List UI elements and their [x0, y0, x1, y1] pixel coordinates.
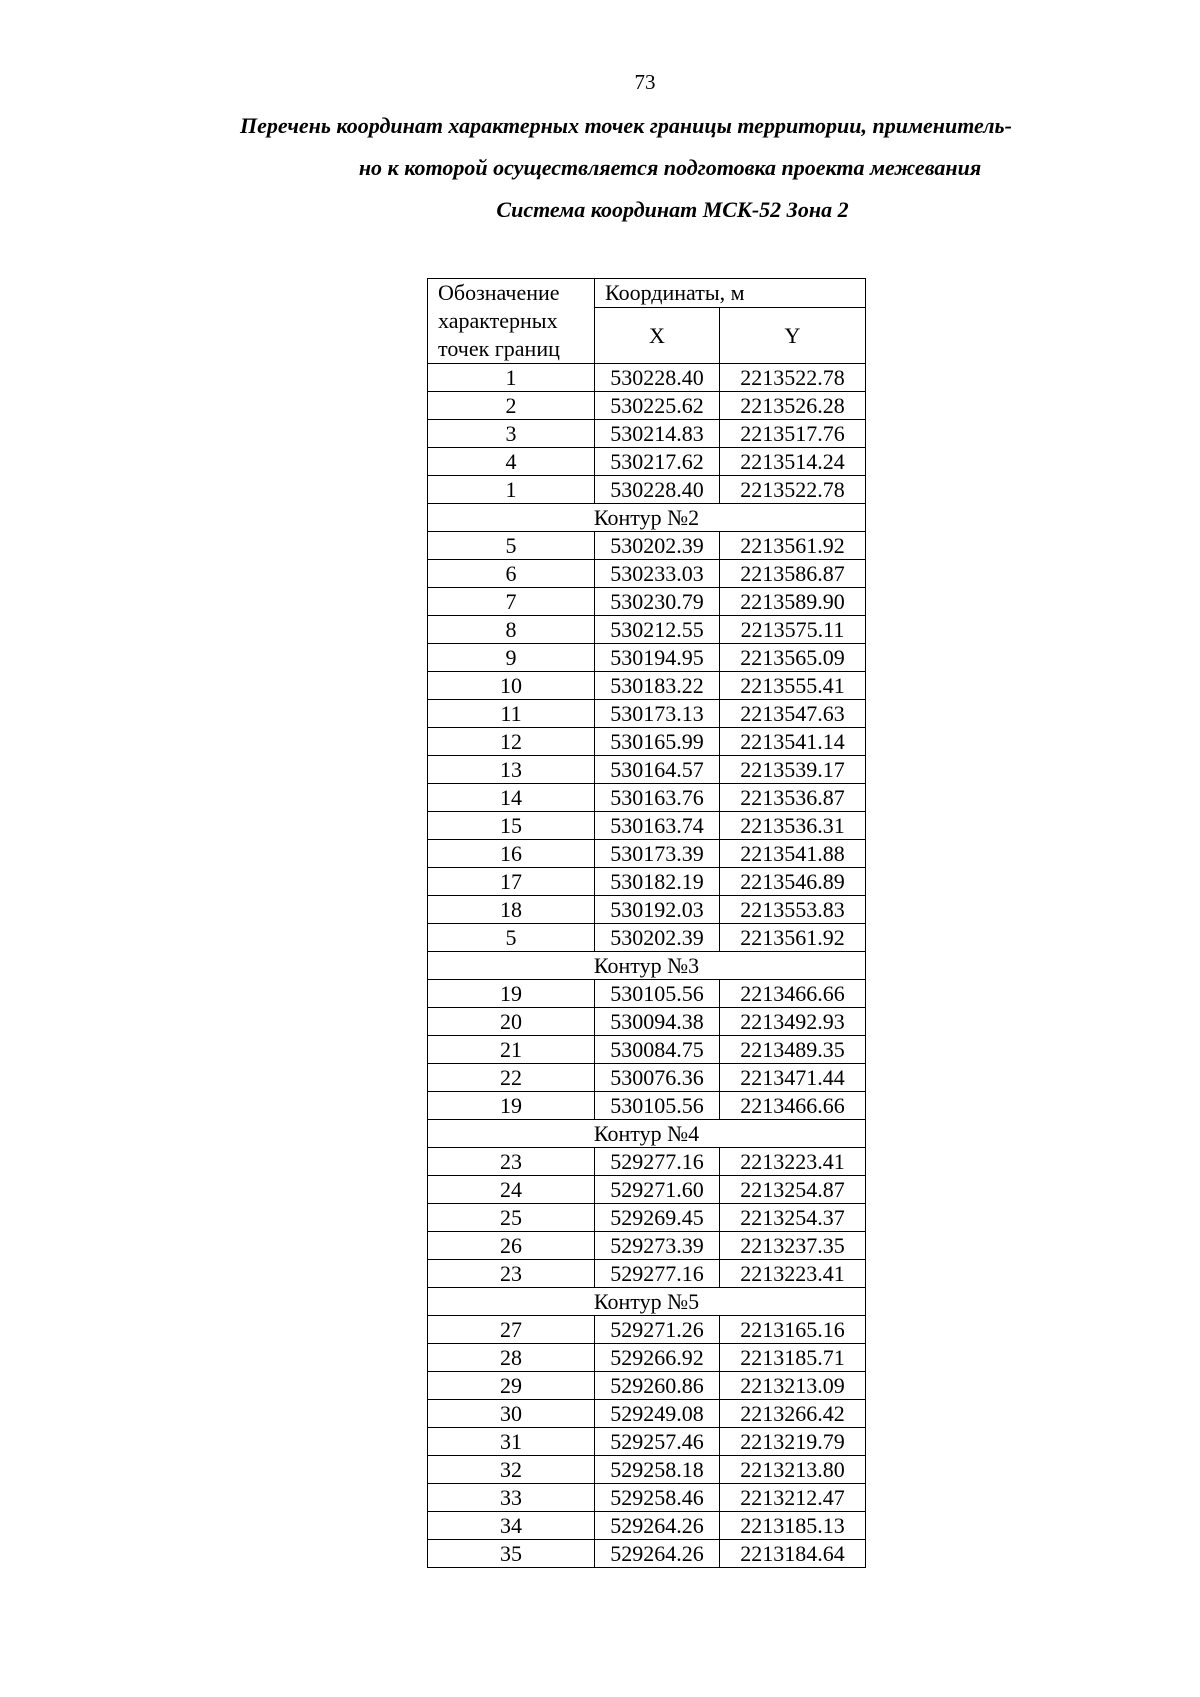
header-point-label-line: точек границ	[438, 336, 560, 361]
point-cell: 17	[428, 868, 595, 896]
header-coords-label: Координаты, м	[595, 279, 866, 308]
point-cell: 13	[428, 756, 595, 784]
y-cell: 2213185.71	[720, 1344, 866, 1372]
y-cell: 2213547.63	[720, 700, 866, 728]
table-row	[428, 532, 866, 560]
table-row	[428, 1176, 866, 1204]
title-line-1: Перечень координат характерных точек границы территории, применитель-	[240, 113, 1012, 138]
table-row	[428, 588, 866, 616]
point-cell: 11	[428, 700, 595, 728]
point-cell: 34	[428, 1512, 595, 1540]
point-cell: 29	[428, 1372, 595, 1400]
table-row	[428, 1372, 866, 1400]
table-row	[428, 1400, 866, 1428]
header-y-label: Y	[720, 307, 866, 363]
y-cell: 2213553.83	[720, 896, 866, 924]
point-cell: 14	[428, 784, 595, 812]
contour-row	[428, 1288, 866, 1316]
x-cell: 530105.56	[595, 1092, 720, 1120]
y-cell: 2213223.41	[720, 1260, 866, 1288]
table-row	[428, 1036, 866, 1064]
point-cell: 1	[428, 476, 595, 504]
contour-row	[428, 1120, 866, 1148]
y-cell: 2213514.24	[720, 448, 866, 476]
x-cell: 530228.40	[595, 364, 720, 392]
y-cell: 2213536.87	[720, 784, 866, 812]
table-row	[428, 980, 866, 1008]
table-row	[428, 420, 866, 448]
table-row	[428, 392, 866, 420]
point-cell: 19	[428, 980, 595, 1008]
table-row	[428, 756, 866, 784]
table-row	[428, 1344, 866, 1372]
x-cell: 530165.99	[595, 728, 720, 756]
contour-label: Контур №2	[428, 504, 866, 532]
table-row	[428, 1232, 866, 1260]
x-cell: 530217.62	[595, 448, 720, 476]
x-cell: 529258.18	[595, 1456, 720, 1484]
table-row	[428, 672, 866, 700]
x-cell: 530163.76	[595, 784, 720, 812]
table-row	[428, 1456, 866, 1484]
table-row	[428, 476, 866, 504]
x-cell: 529271.26	[595, 1316, 720, 1344]
header-point-label-line: Обозначение	[438, 280, 560, 305]
table-row	[428, 812, 866, 840]
x-cell: 529266.92	[595, 1344, 720, 1372]
x-cell: 530202.39	[595, 532, 720, 560]
point-cell: 21	[428, 1036, 595, 1064]
point-cell: 8	[428, 616, 595, 644]
x-cell: 530164.57	[595, 756, 720, 784]
x-cell: 530194.95	[595, 644, 720, 672]
y-cell: 2213237.35	[720, 1232, 866, 1260]
y-cell: 2213254.87	[720, 1176, 866, 1204]
y-cell: 2213575.11	[720, 616, 866, 644]
point-cell: 27	[428, 1316, 595, 1344]
contour-row	[428, 952, 866, 980]
y-cell: 2213212.47	[720, 1484, 866, 1512]
x-cell: 530183.22	[595, 672, 720, 700]
y-cell: 2213223.41	[720, 1148, 866, 1176]
x-cell: 529264.26	[595, 1512, 720, 1540]
y-cell: 2213541.14	[720, 728, 866, 756]
table-row	[428, 868, 866, 896]
y-cell: 2213219.79	[720, 1428, 866, 1456]
x-cell: 529271.60	[595, 1176, 720, 1204]
table-row	[428, 1092, 866, 1120]
y-cell: 2213536.31	[720, 812, 866, 840]
x-cell: 530214.83	[595, 420, 720, 448]
table-row	[428, 1148, 866, 1176]
x-cell: 529273.39	[595, 1232, 720, 1260]
x-cell: 530105.56	[595, 980, 720, 1008]
table-row	[428, 700, 866, 728]
x-cell: 529277.16	[595, 1260, 720, 1288]
table-row	[428, 728, 866, 756]
table-row	[428, 1204, 866, 1232]
table-row	[428, 924, 866, 952]
y-cell: 2213561.92	[720, 532, 866, 560]
y-cell: 2213526.28	[720, 392, 866, 420]
y-cell: 2213522.78	[720, 364, 866, 392]
x-cell: 529277.16	[595, 1148, 720, 1176]
table-row	[428, 1064, 866, 1092]
y-cell: 2213254.37	[720, 1204, 866, 1232]
x-cell: 530076.36	[595, 1064, 720, 1092]
x-cell: 529264.26	[595, 1540, 720, 1568]
contour-label: Контур №3	[428, 952, 866, 980]
table-row	[428, 364, 866, 392]
y-cell: 2213266.42	[720, 1400, 866, 1428]
y-cell: 2213471.44	[720, 1064, 866, 1092]
page-number: 73	[634, 70, 656, 94]
point-cell: 26	[428, 1232, 595, 1260]
table-row	[428, 896, 866, 924]
coordinates-table	[427, 278, 866, 1568]
y-cell: 2213492.93	[720, 1008, 866, 1036]
point-cell: 18	[428, 896, 595, 924]
point-cell: 10	[428, 672, 595, 700]
table-header-row	[428, 279, 866, 308]
y-cell: 2213589.90	[720, 588, 866, 616]
point-cell: 4	[428, 448, 595, 476]
x-cell: 530202.39	[595, 924, 720, 952]
y-cell: 2213565.09	[720, 644, 866, 672]
x-cell: 530163.74	[595, 812, 720, 840]
y-cell: 2213517.76	[720, 420, 866, 448]
point-cell: 1	[428, 364, 595, 392]
table-row	[428, 1316, 866, 1344]
y-cell: 2213539.17	[720, 756, 866, 784]
y-cell: 2213165.16	[720, 1316, 866, 1344]
contour-label: Контур №5	[428, 1288, 866, 1316]
x-cell: 530212.55	[595, 616, 720, 644]
point-cell: 25	[428, 1204, 595, 1232]
point-cell: 2	[428, 392, 595, 420]
point-cell: 5	[428, 532, 595, 560]
point-cell: 19	[428, 1092, 595, 1120]
contour-row	[428, 504, 866, 532]
y-cell: 2213213.09	[720, 1372, 866, 1400]
y-cell: 2213522.78	[720, 476, 866, 504]
point-cell: 23	[428, 1148, 595, 1176]
point-cell: 22	[428, 1064, 595, 1092]
x-cell: 530192.03	[595, 896, 720, 924]
x-cell: 530094.38	[595, 1008, 720, 1036]
table-row	[428, 616, 866, 644]
header-x-label: X	[595, 307, 720, 363]
point-cell: 35	[428, 1540, 595, 1568]
table-row	[428, 784, 866, 812]
title-line-3: Система координат МСК-52 Зона 2	[496, 197, 849, 222]
point-cell: 15	[428, 812, 595, 840]
table-row	[428, 448, 866, 476]
y-cell: 2213184.64	[720, 1540, 866, 1568]
point-cell: 32	[428, 1456, 595, 1484]
point-cell: 5	[428, 924, 595, 952]
point-cell: 33	[428, 1484, 595, 1512]
point-cell: 31	[428, 1428, 595, 1456]
y-cell: 2213213.80	[720, 1456, 866, 1484]
y-cell: 2213561.92	[720, 924, 866, 952]
table-row	[428, 840, 866, 868]
y-cell: 2213466.66	[720, 980, 866, 1008]
x-cell: 529249.08	[595, 1400, 720, 1428]
table-row	[428, 1540, 866, 1568]
point-cell: 24	[428, 1176, 595, 1204]
table-row	[428, 644, 866, 672]
table-row	[428, 1008, 866, 1036]
x-cell: 530230.79	[595, 588, 720, 616]
point-cell: 28	[428, 1344, 595, 1372]
point-cell: 3	[428, 420, 595, 448]
x-cell: 530233.03	[595, 560, 720, 588]
table-row	[428, 1512, 866, 1540]
title-line-2: но к которой осуществляется подготовка проекта межевания	[358, 155, 982, 180]
x-cell: 530225.62	[595, 392, 720, 420]
point-cell: 23	[428, 1260, 595, 1288]
point-cell: 16	[428, 840, 595, 868]
table-row	[428, 1260, 866, 1288]
x-cell: 530173.39	[595, 840, 720, 868]
y-cell: 2213586.87	[720, 560, 866, 588]
point-cell: 9	[428, 644, 595, 672]
y-cell: 2213185.13	[720, 1512, 866, 1540]
x-cell: 529258.46	[595, 1484, 720, 1512]
y-cell: 2213546.89	[720, 868, 866, 896]
y-cell: 2213489.35	[720, 1036, 866, 1064]
table-row	[428, 1428, 866, 1456]
header-point-label	[428, 279, 595, 364]
table-row	[428, 560, 866, 588]
x-cell: 530182.19	[595, 868, 720, 896]
table-row	[428, 1484, 866, 1512]
y-cell: 2213555.41	[720, 672, 866, 700]
point-cell: 20	[428, 1008, 595, 1036]
x-cell: 529257.46	[595, 1428, 720, 1456]
x-cell: 530173.13	[595, 700, 720, 728]
point-cell: 6	[428, 560, 595, 588]
point-cell: 7	[428, 588, 595, 616]
contour-label: Контур №4	[428, 1120, 866, 1148]
point-cell: 12	[428, 728, 595, 756]
header-point-label-line: характерных	[438, 308, 558, 333]
x-cell: 529269.45	[595, 1204, 720, 1232]
y-cell: 2213466.66	[720, 1092, 866, 1120]
y-cell: 2213541.88	[720, 840, 866, 868]
point-cell: 30	[428, 1400, 595, 1428]
x-cell: 530084.75	[595, 1036, 720, 1064]
x-cell: 530228.40	[595, 476, 720, 504]
x-cell: 529260.86	[595, 1372, 720, 1400]
